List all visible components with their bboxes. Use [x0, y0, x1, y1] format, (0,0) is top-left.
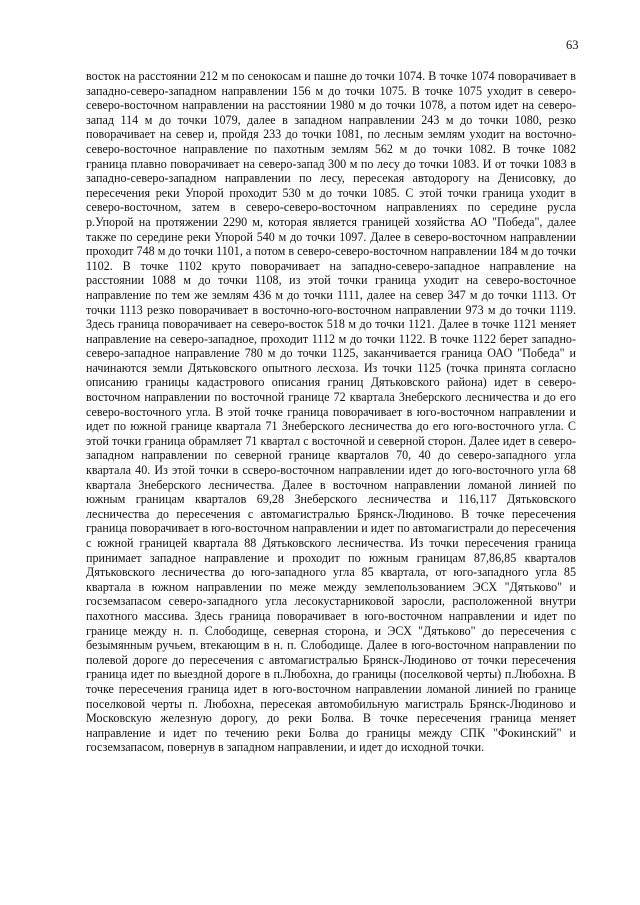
page-number: 63	[566, 38, 579, 52]
document-body-paragraph: восток на расстоянии 212 м по сенокосам и пашне до точки 1074. В точке 1074 поворачивает в западно-северо-западном направлении 156 м до точки 1075. В точке 1075 уходит в северо-северо-восточном направлении на расстоянии 1980 м до точки 1078, а потом идет на северо-запад 114 м до точки 1079, далее в западном направлении 243 м до точки 1080, резко поворачивает на север и, пройдя 233 до точки 1081, по лесным землям уходит на восточно-северо-восточное направление по пахотным землям 562 м до точки 1082. В точке 1082 граница плавно поворачивает на северо-запад 300 м по лесу до точки 1083. И от точки 1083 в западно-северо-западном направлении по лесу, пересекая автодорогу на Денисовку, до пересечения реки Упорой проходит 530 м до точки 1085. С этой точки граница уходит в северо-восточном, затем в северо-северо-восточном направлениях по середине русла р.Упорой на протяжении 2290 м, которая является границей хозяйства АО "Победа", далее также по середине реки Упорой 540 м до точки 1097. Далее в северо-восточном направлении проходит 748 м до точки 1101, а потом в северо-северо-восточном направлении 184 м до точки 1102. В точке 1102 круто поворачивает на западно-северо-западное направление на расстоянии 1088 м до точки 1108, из этой точки граница уходит на северо-восточное направление по тем же землям 436 м до точки 1111, далее на север 347 м до точки 1113. От точки 1113 резко поворачивает в восточно-юго-восточном направлении 973 м до точки 1119. Здесь граница поворачивает на северо-восток 518 м до точки 1121. Далее в точке 1121 меняет направление на северо-западное, проходит 1112 м до точки 1122. В точке 1122 берет западно-северо-западное направление 780 м до точки 1125, заканчивается граница ОАО "Победа" и начинаются земли Дятьковского опытного лесхоза. Из точки 1125 (точка принята согласно описанию границы кадастрового описания границ Дятьковского района) идет в северо-восточном направлении по восточной границе 72 квартала Знеберского лесничества и до его северо-восточного угла. В этой точке граница поворачивает в юго-восточном направлении и идет по южной границе квартала 71 Знеберского лесничества до его юго-восточного угла. С этой точки граница обрамляет 71 квартал с восточной и северной сторон. Далее идет в северо-западном направлении по северной границе кварталов 70, 40 до северо-западного угла квартала 40. Из этой точки в ссверо-восточном направлении идет до юго-восточного угла 68 квартала Знеберского лесничества. Далее в восточном направлении ломаной линией по южным границам кварталов 69,28 Знеберского лесничества и 116,117 Дятьковского лесничества до пересечения с автомагистралью Брянск-Людиново. В точке пересечения граница поворачивает в юго-восточном направлении и идет по автомагистрали до пересечения с южной границей квартала 88 Дятьковского лесничества. Из точки пересечения граница принимает западное направление и проходит по южным границам 87,86,85 кварталов Дятьковского лесничества до юго-западного угла 85 квартала, от юго-западного угла 85 квартала в южном направлении по меже между землепользованием ЭСХ "Дятьково" и госземзапасом северо-западного угла лесокустарниковой заросли, расположенной внутри пахотного массива. Здесь граница поворачивает в юго-восточном направлении и идет по границе между н. п. Слободище, северная сторона, и ЭСХ "Дятьково" до пересечения с безымянным ручьем, втекающим в н. п. Слободище. Далее в юго-восточном направлении по полевой дороге до пересечения с автомагистралью Брянск-Людиново от точки пересечения граница идет по выездной дороге в п.Любохна, до границы (поселковой черты) п.Любохна. В точке пересечения граница идет в юго-восточном направлении ломаной линией по границе поселковой черты п. Любохна, пересекая автомобильную магистраль Брянск-Людиново и Московскую железную дорогу, до реки Болва. В точке пересечения граница меняет направление и идет по течению реки Болва до границы между СПК "Фокинский" и госземзапасом, повернув в западном направлении, и идет до исходной точки.	[86, 69, 576, 755]
